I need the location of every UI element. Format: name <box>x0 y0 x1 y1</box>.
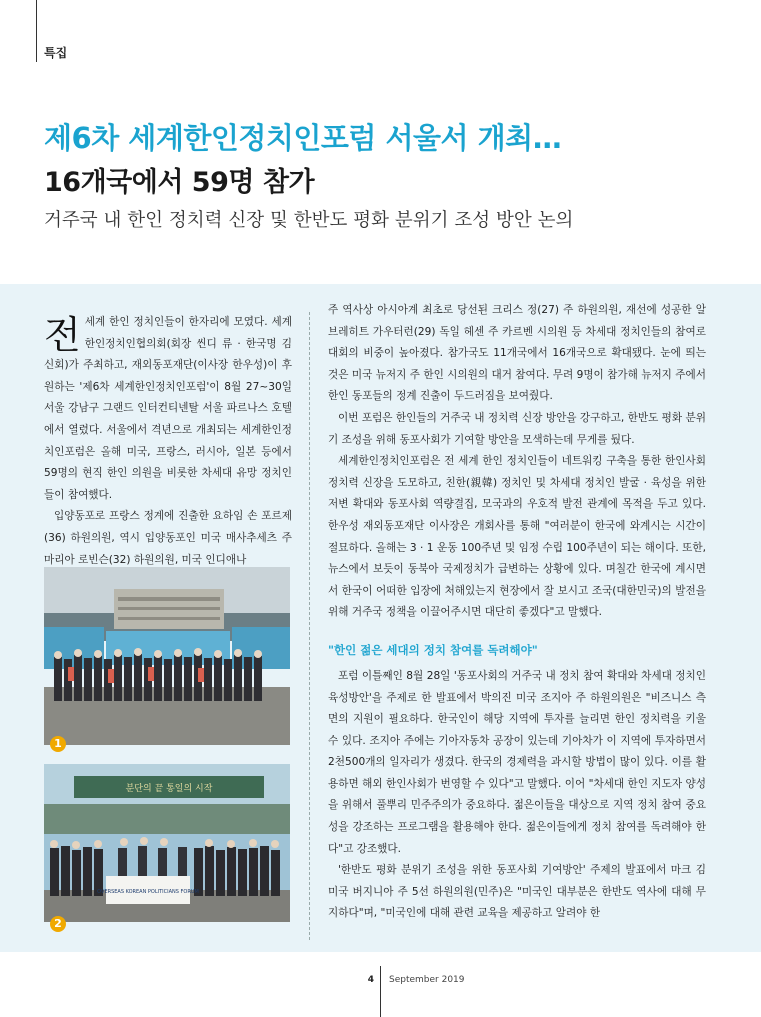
paragraph: 입양동포로 프랑스 정계에 진출한 요하임 손 포르제(36) 하원의원, 역시 입양동포인 미국 매사추세츠 주 마리아 로빈슨(32) 하원의원, 미국 인디애나 <box>44 510 292 566</box>
section-label: 특집 <box>44 46 68 60</box>
issue-date: September 2019 <box>389 975 465 985</box>
lead-paragraph-text: 세계 한인 정치인들이 한자리에 모였다. 세계한인정치인협의회(회장 씬디 류 · 한국명 김신회)가 주최하고, 재외동포재단(이사장 한우성)이 후원하는 '제6차 세계한인정치인포럼'이 8월 27~30일 서울 강남구 그랜드 인터컨티넨탈 서울 파르나스 호텔에서 열렸다. 서울에서 격년으로 개최되는 세계한인정치인포럼은 올해 미국, 프랑스, 러시아, 일본 등에서 59명의 현직 한인 의원을 비롯한 차세대 유망 정치인들이 참여했다. <box>44 316 292 501</box>
paragraph: '한반도 평화 분위기 조성을 위한 동포사회 기여방안' 주제의 발표에서 마크 김 미국 버지니아 주 5선 하원의원(민주)은 "미국인 대부분은 한반도 역사에 대해 무지하다"며, "미국인에 대해 관련 교육을 제공하고 알려야 한 <box>328 864 706 920</box>
page-number: 4 <box>367 975 374 985</box>
headline: 제6차 세계한인정치인포럼 서울서 개최… <box>44 121 562 155</box>
column-divider <box>309 312 310 940</box>
paragraph: 포럼 이틀째인 8월 28일 '동포사회의 거주국 내 정치 참여 확대와 차세대 정치인 육성방안'을 주제로 한 발표에서 박의진 미국 조지아 주 하원의원은 "비즈니스 측면의 지원이 필요하다. 한국인이 해당 지역에 투자를 늘리면 한인 정치력을 키울 수 있다. 조지아 주에는 기아자동차 공장이 있는데 기아차가 이 지역에 투자하면서 2천500개의 일자리가 생겼다. 한국의 경제력을 과시할 방법이 많이 있다. 이를 활용하면 해외 한인사회가 번영할 수 있다"고 말했다. 이어 "차세대 한인 지도자 양성을 위해서 풀뿌리 민주주의가 중요하다. 젊은이들을 대상으로 지역 정치 참여 중요성을 강조하는 프로그램을 활용해야 한다. 젊은이들에게 정치 참여를 독려해야 한다"고 강조했다. <box>328 669 706 855</box>
footer-rule <box>380 966 381 1017</box>
photo-group-panmunjom <box>44 567 290 745</box>
paragraph: 세계한인정치인포럼은 전 세계 한인 정치인들이 네트워킹 구축을 통한 한인사회 정치력 신장을 도모하고, 친한(親韓) 정치인 및 차세대 정치인 발굴 · 육성을 위한 저변 확대와 동포사회 역량결집, 모국과의 우호적 발전 관계에 목적을 두고 있다. 한우성 재외동포재단 이사장은 개회사를 통해 "여러분이 한국에 와계시는 시간이 절묘하다. 올해는 3 · 1 운동 100주년 및 임정 수립 100주년이 되는 해이다. 또한, 뉴스에서 보듯이 동북아 국제정치가 급변하는 상황에 있다. 며칠간 한국에 계시면서 한국이 어떠한 입장에 처해있는지 현장에서 잘 보시고 조국(대한민국)의 발전을 위해 거주국 정책을 이끌어주시면 대단히 좋겠다"고 말했다. <box>328 455 706 619</box>
lead-paragraph <box>44 312 292 506</box>
subheadline: 16개국에서 59명 참가 <box>44 167 315 198</box>
left-column <box>44 312 292 571</box>
deck-text: 거주국 내 한인 정치력 신장 및 한반도 평화 분위기 조성 방안 논의 <box>44 210 574 231</box>
drop-cap: 전 <box>44 313 81 357</box>
top-vertical-rule <box>36 0 37 62</box>
photo-group-forum-banner <box>44 764 290 922</box>
paragraph: 주 역사상 아시아계 최초로 당선된 크리스 정(27) 주 하원의원, 재선에 성공한 알브레히트 가우터런(29) 독일 헤센 주 카르벤 시의원 등 차세대 정치인들의 참여로 대회의 비중이 높아졌다. 참가국도 11개국에서 16개국으로 확대됐다. 눈에 띄는 것은 미국 뉴저지 주 한인 시의원의 대거 참여다. 무려 9명이 참가해 뉴저지 주에서 한인 동포들의 정계 진출이 두드러짐을 보여줬다. <box>328 304 706 403</box>
banner-sign-text: 분단의 끝 통일의 시작 <box>125 784 213 794</box>
photo-number-badge: 1 <box>50 736 66 752</box>
forum-sign-text: OVERSEAS KOREAN POLITICIANS FORUM <box>97 889 199 895</box>
paragraph: 이번 포럼은 한인들의 거주국 내 정치력 신장 방안을 강구하고, 한반도 평화 분위기 조성을 위해 동포사회가 기여할 방안을 모색하는데 무게를 뒀다. <box>328 411 706 446</box>
subsection-heading: "한인 젊은 세대의 정치 참여를 독려해야" <box>328 642 538 657</box>
photo-number-badge: 2 <box>50 916 66 932</box>
right-column <box>328 300 706 925</box>
